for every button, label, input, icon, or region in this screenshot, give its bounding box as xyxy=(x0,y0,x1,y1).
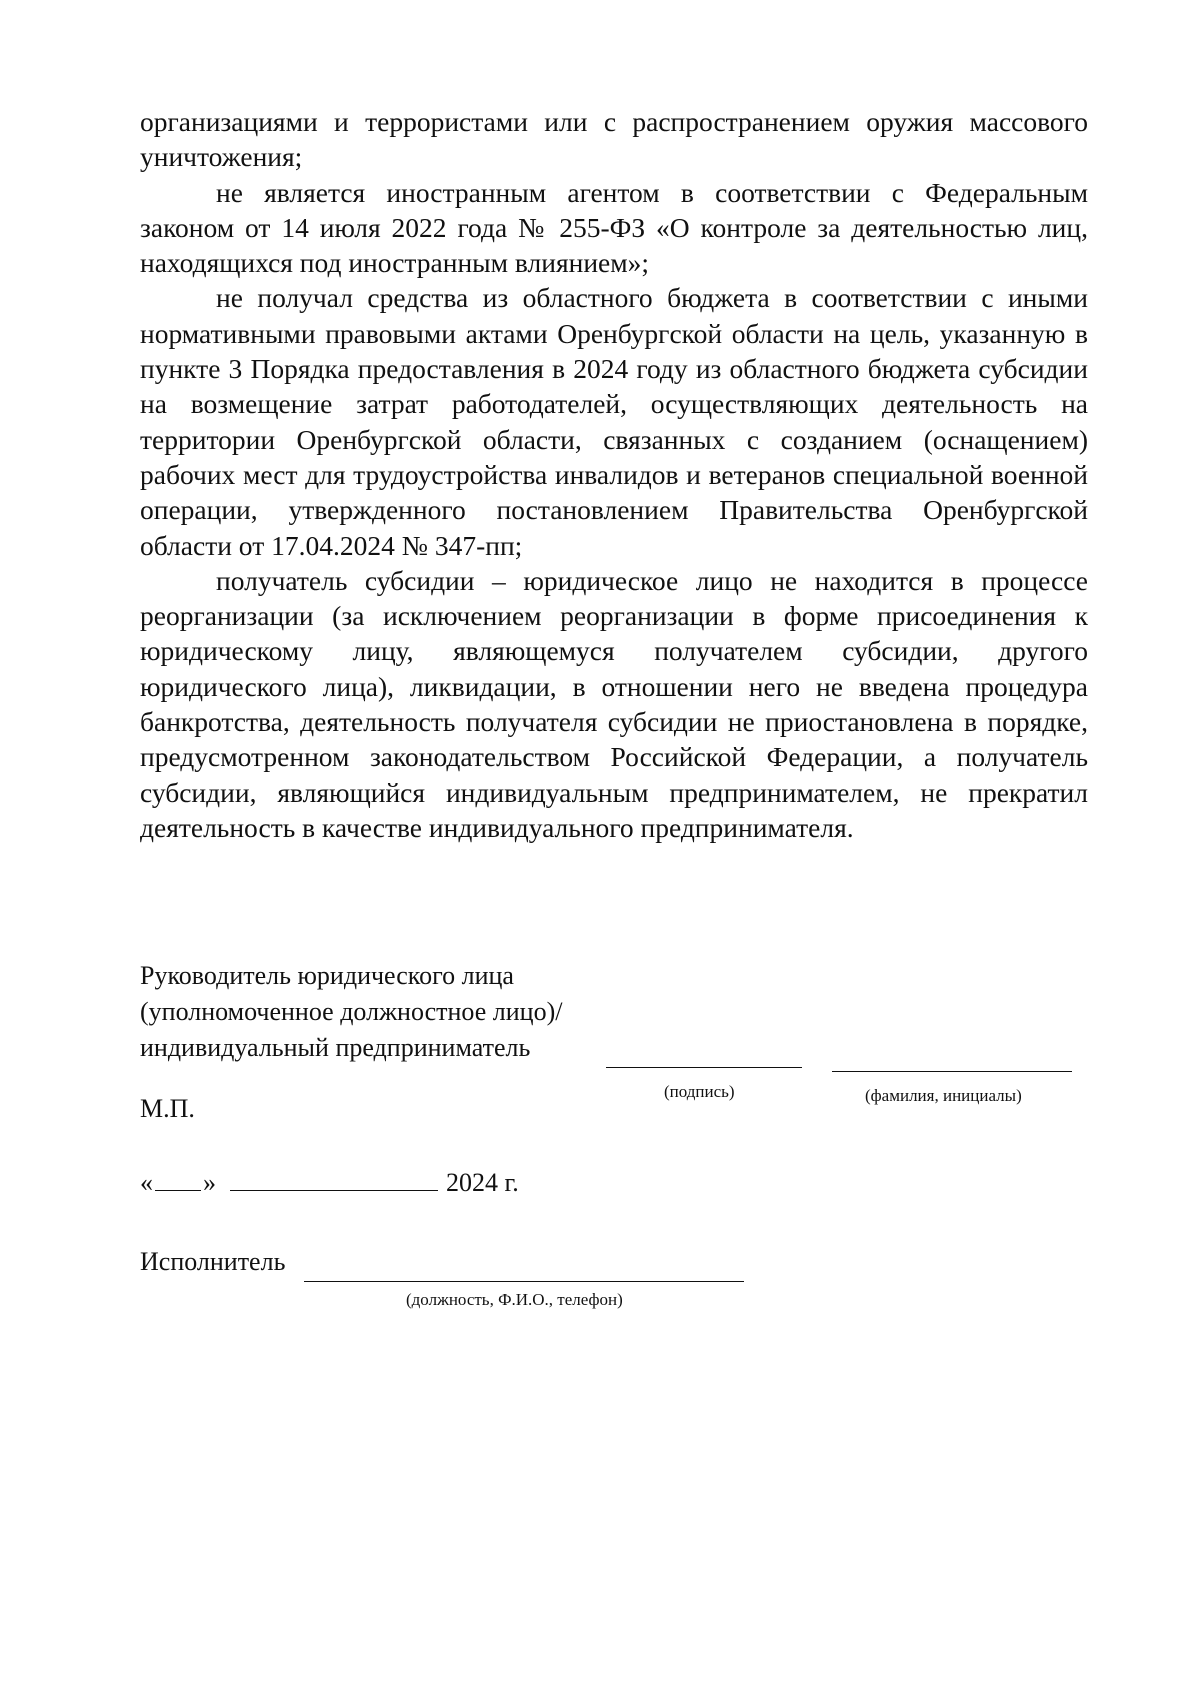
name-line xyxy=(832,1071,1072,1072)
signature-caption: (подпись) xyxy=(664,1082,735,1101)
date-close-quote: » xyxy=(203,1168,216,1197)
day-blank xyxy=(155,1168,201,1191)
paragraph-3: не получал средства из областного бюджета в соответствии с иными нормативными правовыми актами Оренбургской области на цель, указанную в пункте 3 Порядка предоставления в 2024 году из областного бюджета субсидии на возмещение затрат работодателей, осуществляющих деятельность на территории Оренбургской области, связанных с созданием (оснащением) рабочих мест для трудоустройства инвалидов и ветеранов специальной военной операции, утвержденного постановлением Правительства Оренбургской области от 17.04.2024 № 347-пп; xyxy=(140,282,1088,561)
signatory-line-1: Руководитель юридического лица xyxy=(140,961,514,990)
month-blank xyxy=(230,1168,438,1191)
date-year: 2024 г. xyxy=(446,1168,519,1197)
signatory-block xyxy=(140,958,562,1066)
paragraph-4: получатель субсидии – юридическое лицо не находится в процессе реорганизации (за исключением реорганизации в форме присоединения к юридическому лицу, являющемуся получателем субсидии, другого юридического лица), ликвидации, в отношении него не введена процедура банкротства, деятельность получателя субсидии не приостановлена в порядке, предусмотренном законодательством Российской Федерации, а получатель субсидии, являющийся индивидуальным предпринимателем, не прекратил деятельность в качестве индивидуального предпринимателя. xyxy=(140,564,1088,843)
stamp-label: М.П. xyxy=(140,1094,195,1123)
name-caption: (фамилия, инициалы) xyxy=(865,1086,1022,1105)
date-row xyxy=(140,1168,519,1198)
signatory-line-2: (уполномоченное должностное лицо)/ xyxy=(140,997,563,1026)
body-text xyxy=(140,104,1088,845)
paragraph-2: не является иностранным агентом в соответствии с Федеральным законом от 14 июля 2022 года № 255-ФЗ «О контроле за деятельностью лиц, находящихся под иностранным влиянием»; xyxy=(140,176,1088,279)
executor-caption: (должность, Ф.И.О., телефон) xyxy=(406,1290,623,1309)
executor-line xyxy=(304,1281,744,1282)
signatory-line-3: индивидуальный предприниматель xyxy=(140,1033,531,1062)
executor-label: Исполнитель xyxy=(140,1247,286,1276)
paragraph-1: организациями и террористами или с распространением оружия массового уничтожения; xyxy=(140,106,1088,173)
date-open-quote: « xyxy=(140,1168,153,1197)
signature-line xyxy=(606,1067,802,1068)
